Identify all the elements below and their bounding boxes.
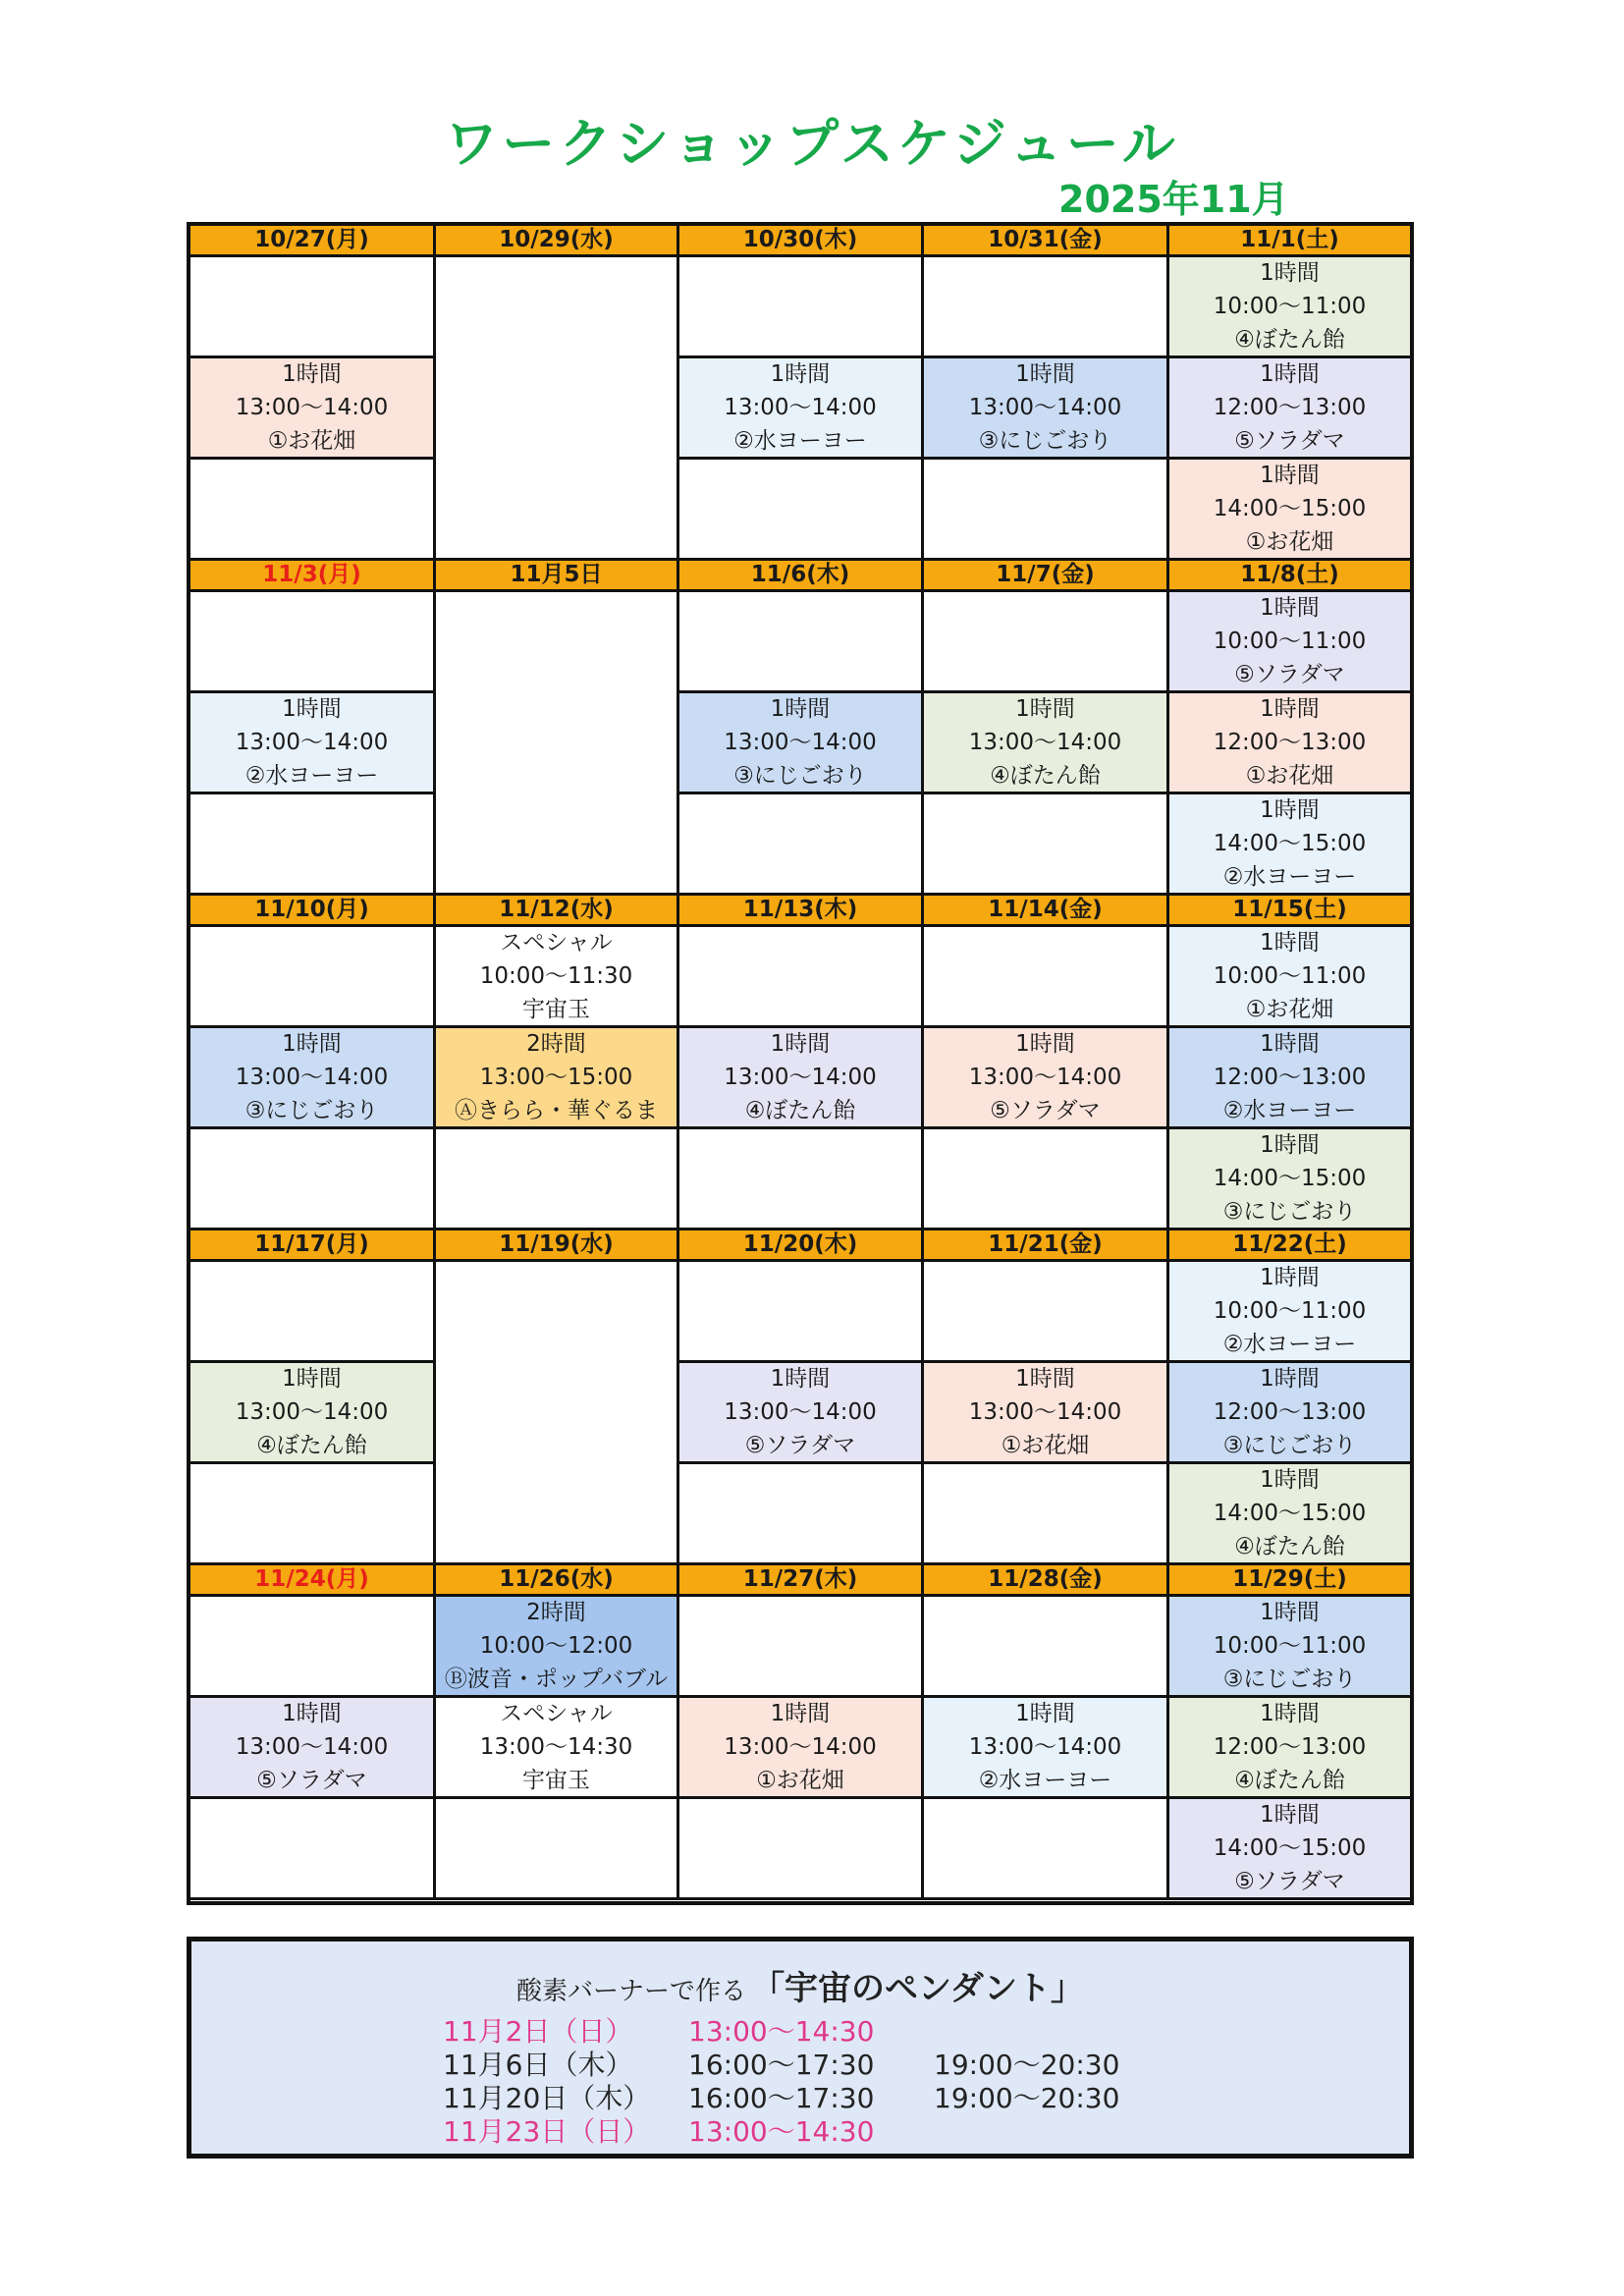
workshop-slot [924, 1363, 1169, 1464]
empty-slot [924, 794, 1169, 896]
pendant-title: 「宇宙のペンダント」 [751, 1969, 1085, 2008]
day-header: 11/20(木) [679, 1230, 924, 1262]
slot-duration: 1時間 [1015, 1031, 1075, 1057]
slot-time: 10:00〜11:00 [1213, 1298, 1367, 1324]
slot-time: 12:00〜13:00 [1213, 395, 1367, 420]
slot-workshop-name: 宇宙玉 [522, 1768, 590, 1793]
slot-workshop-name: ⑤ソラダマ [1234, 662, 1345, 687]
empty-slot [924, 1129, 1169, 1230]
slot-workshop-name: ⑤ソラダマ [1234, 428, 1345, 454]
workshop-slot [1169, 1597, 1410, 1698]
pendant-session-row [443, 2110, 1189, 2148]
workshop-slot [1169, 1363, 1410, 1464]
workshop-slot [924, 358, 1169, 460]
slot-duration: 2時間 [526, 1031, 586, 1057]
day-header: 11/24(月) [190, 1565, 436, 1597]
slot-duration: 1時間 [282, 1366, 342, 1392]
empty-slot [436, 1129, 679, 1230]
session-date: 11月6日（木） [443, 2049, 633, 2081]
session-time: 13:00〜14:30 [688, 2015, 875, 2048]
slot-time: 10:00〜11:00 [1213, 629, 1367, 654]
slot-workshop-name: ②水ヨーヨー [1222, 1332, 1357, 1357]
day-header: 11/19(水) [436, 1230, 679, 1262]
slot-duration: 1時間 [1260, 260, 1320, 286]
session-date: 11月20日（木） [443, 2082, 651, 2114]
session-date: 11月2日（日） [443, 2015, 633, 2048]
workshop-slot [1169, 460, 1410, 561]
slot-duration: 1時間 [770, 361, 831, 387]
slot-time: 10:00〜11:00 [1213, 963, 1367, 989]
day-header: 10/29(水) [436, 226, 679, 257]
day-header: 11/28(金) [924, 1565, 1169, 1597]
empty-slot [679, 794, 924, 896]
slot-duration: 1時間 [1260, 1366, 1320, 1392]
slot-workshop-name: ④ぼたん飴 [1234, 327, 1345, 353]
slot-workshop-name: ②水ヨーヨー [1222, 1098, 1357, 1123]
slot-duration: 1時間 [282, 361, 342, 387]
week-row [190, 896, 1410, 1230]
pendant-heading [191, 1961, 1409, 2009]
workshop-slot [190, 1363, 436, 1464]
slot-duration: 1時間 [1015, 361, 1075, 387]
slot-time: 10:00〜12:00 [479, 1633, 633, 1659]
slot-time: 14:00〜15:00 [1213, 831, 1367, 856]
workshop-slot [1169, 1129, 1410, 1230]
slot-workshop-name: ②水ヨーヨー [244, 763, 379, 789]
slot-time: 12:00〜13:00 [1213, 1065, 1367, 1090]
day-header: 11/17(月) [190, 1230, 436, 1262]
slot-time: 13:00〜14:00 [724, 1065, 877, 1090]
empty-slot [190, 460, 436, 561]
day-header: 11/22(土) [1169, 1230, 1410, 1262]
slot-duration: 1時間 [1015, 1366, 1075, 1392]
slot-time: 13:00〜14:00 [968, 1065, 1122, 1090]
workshop-slot [679, 693, 924, 794]
session-time: 16:00〜17:30 [688, 2049, 875, 2081]
page-subtitle: 2025年11月 [1058, 178, 1289, 221]
slot-time: 13:00〜14:00 [235, 1399, 389, 1425]
slot-duration: 1時間 [1260, 1701, 1320, 1726]
day-header: 11/15(土) [1169, 896, 1410, 927]
slot-duration: 1時間 [1260, 696, 1320, 722]
slot-workshop-name: ④ぼたん飴 [1234, 1768, 1345, 1793]
slot-workshop-name: ①お花畑 [1245, 997, 1334, 1022]
workshop-slot [924, 1028, 1169, 1129]
empty-slot [924, 592, 1169, 693]
slot-time: 13:00〜14:00 [235, 730, 389, 755]
pendant-info-box [187, 1937, 1414, 2159]
slot-time: 14:00〜15:00 [1213, 1835, 1367, 1861]
slot-duration: 1時間 [1015, 696, 1075, 722]
workshop-slot [679, 1363, 924, 1464]
empty-slot [924, 1799, 1169, 1900]
slot-time: 13:00〜14:00 [968, 1734, 1122, 1760]
slot-time: 12:00〜13:00 [1213, 1734, 1367, 1760]
day-header: 11/14(金) [924, 896, 1169, 927]
slot-time: 13:00〜14:00 [235, 395, 389, 420]
week-row [190, 1565, 1410, 1900]
workshop-slot [1169, 257, 1410, 358]
slot-workshop-name: ①お花畑 [1001, 1433, 1090, 1458]
slot-duration: 2時間 [526, 1600, 586, 1625]
empty-day-cell [436, 257, 679, 561]
empty-slot [924, 927, 1169, 1028]
slot-workshop-name: ④ぼたん飴 [256, 1433, 367, 1458]
empty-slot [679, 460, 924, 561]
schedule-table [187, 222, 1414, 1905]
slot-workshop-name: ④ぼたん飴 [744, 1098, 856, 1123]
empty-slot [190, 1129, 436, 1230]
week-row [190, 1230, 1410, 1565]
slot-time: 13:00〜14:00 [724, 730, 877, 755]
slot-time: 13:00〜14:00 [724, 395, 877, 420]
slot-time: 13:00〜14:00 [968, 395, 1122, 420]
day-header: 11/7(金) [924, 561, 1169, 592]
empty-slot [190, 1464, 436, 1565]
slot-time: 10:00〜11:00 [1213, 294, 1367, 319]
slot-workshop-name: ①お花畑 [756, 1768, 844, 1793]
slot-duration: 1時間 [770, 1701, 831, 1726]
slot-workshop-name: ①お花畑 [1245, 763, 1334, 789]
day-header: 11/1(土) [1169, 226, 1410, 257]
slot-workshop-name: ③にじごおり [733, 763, 867, 789]
empty-slot [190, 927, 436, 1028]
slot-workshop-name: ①お花畑 [1245, 529, 1334, 555]
empty-slot [679, 1129, 924, 1230]
slot-time: 14:00〜15:00 [1213, 496, 1367, 521]
day-header: 11/29(土) [1169, 1565, 1410, 1597]
slot-duration: 1時間 [1260, 1600, 1320, 1625]
slot-time: 13:00〜14:30 [479, 1734, 633, 1760]
empty-slot [679, 1597, 924, 1698]
slot-workshop-name: ③にじごおり [978, 428, 1112, 454]
workshop-slot [436, 1597, 679, 1698]
slot-duration: 1時間 [1260, 361, 1320, 387]
empty-slot [924, 257, 1169, 358]
workshop-slot [1169, 592, 1410, 693]
empty-slot [679, 257, 924, 358]
slot-workshop-name: ②水ヨーヨー [1222, 864, 1357, 890]
slot-duration: 1時間 [1260, 1031, 1320, 1057]
slot-time: 10:00〜11:00 [1213, 1633, 1367, 1659]
slot-workshop-name: ⑤ソラダマ [744, 1433, 856, 1458]
pendant-prefix: 酸素バーナーで作る [515, 1977, 746, 2006]
day-header: 10/27(月) [190, 226, 436, 257]
slot-duration: 1時間 [770, 1366, 831, 1392]
workshop-slot [1169, 1262, 1410, 1363]
slot-workshop-name: ②水ヨーヨー [978, 1768, 1112, 1793]
slot-workshop-name: ③にじごおり [1222, 1433, 1357, 1458]
workshop-slot [1169, 794, 1410, 896]
empty-slot [679, 1464, 924, 1565]
empty-slot [924, 1262, 1169, 1363]
day-header: 10/31(金) [924, 226, 1169, 257]
empty-slot [679, 927, 924, 1028]
slot-workshop-name: ④ぼたん飴 [990, 763, 1101, 789]
empty-slot [924, 1464, 1169, 1565]
slot-workshop-name: ⑤ソラダマ [256, 1768, 367, 1793]
workshop-slot [1169, 1799, 1410, 1900]
workshop-slot [1169, 693, 1410, 794]
workshop-slot [190, 358, 436, 460]
slot-time: 13:00〜14:00 [235, 1065, 389, 1090]
day-header: 11/8(土) [1169, 561, 1410, 592]
pendant-session-row [443, 2044, 1189, 2081]
session-time: 19:00〜20:30 [934, 2049, 1120, 2081]
slot-time: 13:00〜14:00 [968, 1399, 1122, 1425]
workshop-slot [679, 358, 924, 460]
slot-duration: 1時間 [1260, 1802, 1320, 1828]
workshop-slot [1169, 1698, 1410, 1799]
workshop-slot [436, 1028, 679, 1129]
day-header: 10/30(木) [679, 226, 924, 257]
session-time: 13:00〜14:30 [688, 2115, 875, 2148]
workshop-slot [190, 1028, 436, 1129]
workshop-slot [1169, 1464, 1410, 1565]
day-header: 11/21(金) [924, 1230, 1169, 1262]
workshop-slot [436, 1698, 679, 1799]
day-header: 11/10(月) [190, 896, 436, 927]
slot-workshop-name: ③にじごおり [1222, 1199, 1357, 1225]
workshop-slot [1169, 358, 1410, 460]
day-header: 11/27(木) [679, 1565, 924, 1597]
workshop-slot [924, 1698, 1169, 1799]
workshop-slot [1169, 927, 1410, 1028]
day-header: 11/12(水) [436, 896, 679, 927]
empty-slot [679, 592, 924, 693]
week-row [190, 226, 1410, 561]
slot-duration: スペシャル [500, 1701, 613, 1726]
slot-time: 14:00〜15:00 [1213, 1166, 1367, 1191]
slot-time: 12:00〜13:00 [1213, 730, 1367, 755]
workshop-slot [679, 1698, 924, 1799]
day-header: 11/13(木) [679, 896, 924, 927]
slot-duration: 1時間 [1260, 797, 1320, 823]
day-header: 11/26(水) [436, 1565, 679, 1597]
slot-workshop-name: ④ぼたん飴 [1234, 1534, 1345, 1559]
workshop-slot [436, 927, 679, 1028]
workshop-slot [1169, 1028, 1410, 1129]
empty-slot [190, 1262, 436, 1363]
slot-workshop-name: Ⓑ波音・ポップバブル [444, 1667, 669, 1692]
week-row [190, 561, 1410, 896]
slot-duration: スペシャル [500, 930, 613, 956]
workshop-slot [190, 693, 436, 794]
empty-slot [190, 592, 436, 693]
session-time: 16:00〜17:30 [688, 2082, 875, 2114]
slot-time: 14:00〜15:00 [1213, 1501, 1367, 1526]
slot-duration: 1時間 [282, 696, 342, 722]
page-title: ワークショップスケジュール [445, 113, 1179, 175]
slot-duration: 1時間 [1015, 1701, 1075, 1726]
pendant-session-row [443, 2010, 1189, 2048]
slot-time: 13:00〜14:00 [724, 1734, 877, 1760]
empty-slot [679, 1799, 924, 1900]
slot-workshop-name: ③にじごおり [1222, 1667, 1357, 1692]
empty-slot [190, 794, 436, 896]
empty-slot [190, 1597, 436, 1698]
slot-workshop-name: ②水ヨーヨー [733, 428, 867, 454]
empty-day-cell [436, 1262, 679, 1565]
slot-duration: 1時間 [1260, 1265, 1320, 1290]
slot-workshop-name: ⑤ソラダマ [990, 1098, 1101, 1123]
empty-slot [924, 460, 1169, 561]
slot-workshop-name: 宇宙玉 [522, 997, 590, 1022]
empty-slot [679, 1262, 924, 1363]
slot-duration: 1時間 [1260, 1132, 1320, 1158]
slot-time: 13:00〜14:00 [724, 1399, 877, 1425]
slot-time: 13:00〜14:00 [968, 730, 1122, 755]
empty-day-cell [436, 592, 679, 896]
day-header: 11/3(月) [190, 561, 436, 592]
slot-time: 13:00〜14:00 [235, 1734, 389, 1760]
slot-duration: 1時間 [282, 1701, 342, 1726]
day-header: 11/6(木) [679, 561, 924, 592]
slot-duration: 1時間 [1260, 930, 1320, 956]
empty-slot [924, 1597, 1169, 1698]
workshop-slot [924, 693, 1169, 794]
slot-workshop-name: ⑤ソラダマ [1234, 1869, 1345, 1894]
session-date: 11月23日（日） [443, 2115, 651, 2148]
empty-slot [190, 257, 436, 358]
slot-workshop-name: Ⓐきらら・華ぐるま [455, 1098, 658, 1123]
slot-duration: 1時間 [1260, 1467, 1320, 1493]
slot-time: 12:00〜13:00 [1213, 1399, 1367, 1425]
workshop-slot [679, 1028, 924, 1129]
session-time: 19:00〜20:30 [934, 2082, 1120, 2114]
slot-time: 13:00〜15:00 [479, 1065, 633, 1090]
slot-time: 10:00〜11:30 [479, 963, 633, 989]
slot-workshop-name: ③にじごおり [244, 1098, 379, 1123]
slot-duration: 1時間 [1260, 463, 1320, 488]
slot-duration: 1時間 [1260, 595, 1320, 621]
slot-duration: 1時間 [770, 696, 831, 722]
slot-workshop-name: ①お花畑 [267, 428, 356, 454]
slot-duration: 1時間 [282, 1031, 342, 1057]
empty-slot [436, 1799, 679, 1900]
day-header: 11月5日 [436, 561, 679, 592]
empty-slot [190, 1799, 436, 1900]
slot-duration: 1時間 [770, 1031, 831, 1057]
workshop-slot [190, 1698, 436, 1799]
pendant-session-row [443, 2077, 1189, 2114]
